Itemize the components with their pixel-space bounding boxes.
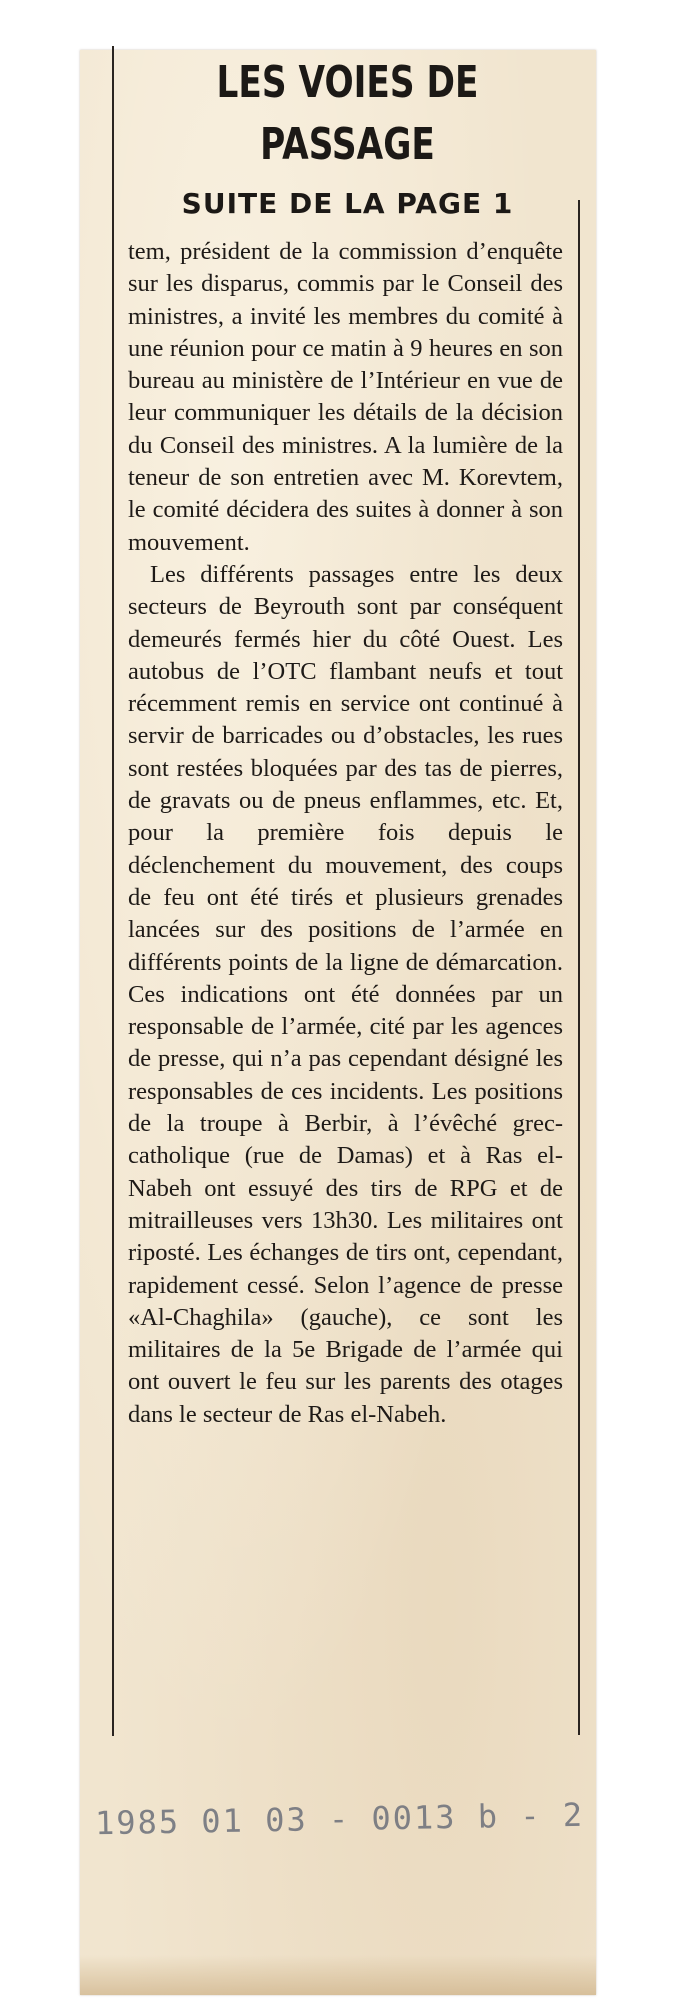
article-paragraph-1: tem, président de la commission d’enquête sur les disparus, commis par le Conseil des ministres, a invité les membres du comité à une réunion pour ce matin à 9 heures en son bureau au ministère de l’Intérieur en vue de leur communiquer les détails de la décision du Conseil des ministres. A la lumière de la teneur de son entretien avec M. Korevtem, le comité décidera des suites à donner à son mouvement.	[128, 238, 563, 556]
column-rule-left	[112, 46, 114, 1736]
headline-line-2: PASSAGE	[260, 119, 435, 170]
article-headline	[170, 52, 525, 176]
column-rule-right	[578, 200, 580, 1735]
handwritten-reference: 1985 01 03 - 0013 b - 2	[94, 1795, 585, 1843]
headline-line-1: LES VOIES DE	[216, 57, 479, 108]
article-body	[128, 236, 563, 1431]
article-paragraph-2: Les différents passages entre les deux secteurs de Beyrouth sont par conséquent demeurés fermés hier du côté Ouest. Les autobus de l’OTC flambant neufs et tout récemment remis en service ont continué à servir de barricades ou d’obstacles, les rues sont restées bloquées par des tas de pierres, de gravats ou de pneus enflammes, etc. Et, pour la première fois depuis le déclenchement du mouvement, des coups de feu ont été tirés et plusieurs grenades lancées sur des positions de l’armée en différents points de la ligne de démarcation. Ces indications ont été données par un responsable de l’armée, cité par les agences de presse, qui n’a pas cependant désigné les responsables de ces incidents. Les positions de la troupe à Berbir, à l’évêché grec-catholique (rue de Damas) et à Ras el-Nabeh ont essuyé des tirs de RPG et de mitrailleuses vers 13h30. Les militaires ont riposté. Les échanges de tirs ont, cependant, rapidement cessé. Selon l’agence de presse «Al-Chaghila» (gauche), ce sont les militaires de la 5e Brigade de l’armée qui ont ouvert le feu sur les parents des otages dans le secteur de Ras el-Nabeh.	[128, 560, 563, 1428]
continuation-line: SUITE DE LA PAGE 1	[181, 187, 514, 220]
